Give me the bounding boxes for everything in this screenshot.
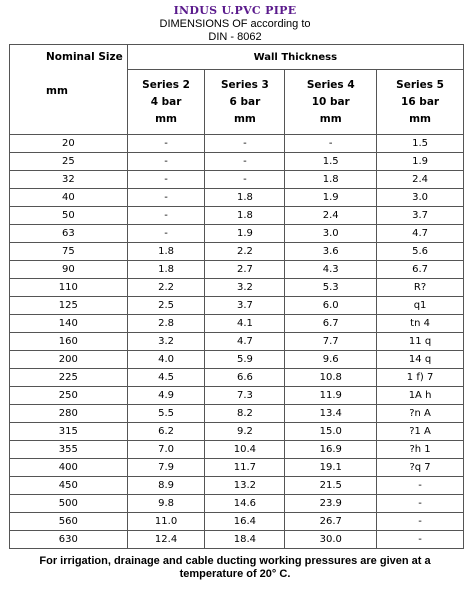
series-3-header — [205, 70, 285, 135]
cell-series-5: 3.7 — [377, 207, 464, 225]
series-pressure: 10 bar — [311, 95, 350, 108]
cell-series-5: - — [377, 495, 464, 513]
cell-series-3: 6.6 — [205, 369, 285, 387]
cell-nominal-size: 280 — [10, 405, 128, 423]
series-name: Series 2 — [142, 78, 190, 91]
cell-series-2: 11.0 — [127, 513, 205, 531]
table-row — [10, 261, 464, 279]
cell-series-4: 19.1 — [285, 459, 377, 477]
table-row — [10, 135, 464, 153]
cell-series-4: 13.4 — [285, 405, 377, 423]
table-row — [10, 279, 464, 297]
cell-series-3: 5.9 — [205, 351, 285, 369]
cell-series-3: - — [205, 171, 285, 189]
cell-series-5: 14 q — [377, 351, 464, 369]
table-row — [10, 441, 464, 459]
cell-series-3: 3.7 — [205, 297, 285, 315]
cell-series-2: 1.8 — [127, 243, 205, 261]
cell-series-2: - — [127, 135, 205, 153]
cell-series-4: 4.3 — [285, 261, 377, 279]
cell-series-5: - — [377, 477, 464, 495]
cell-series-2: - — [127, 225, 205, 243]
dimensions-table — [9, 44, 464, 549]
series-pressure: 16 bar — [401, 95, 440, 108]
cell-series-2: - — [127, 153, 205, 171]
cell-series-4: 3.6 — [285, 243, 377, 261]
cell-series-2: - — [127, 207, 205, 225]
cell-series-2: 12.4 — [127, 531, 205, 549]
table-row — [10, 189, 464, 207]
cell-series-4: 2.4 — [285, 207, 377, 225]
table-row — [10, 495, 464, 513]
cell-nominal-size: 630 — [10, 531, 128, 549]
table-row — [10, 531, 464, 549]
cell-series-4: 9.6 — [285, 351, 377, 369]
cell-series-5: 1 f) 7 — [377, 369, 464, 387]
cell-series-4: 11.9 — [285, 387, 377, 405]
cell-series-3: 3.2 — [205, 279, 285, 297]
series-unit: mm — [319, 112, 342, 125]
cell-series-5: 3.0 — [377, 189, 464, 207]
nominal-size-label: Nominal Size — [46, 51, 123, 63]
series-name: Series 3 — [221, 78, 269, 91]
series-unit: mm — [155, 112, 177, 125]
cell-nominal-size: 63 — [10, 225, 128, 243]
table-row — [10, 351, 464, 369]
wall-thickness-header: Wall Thickness — [127, 45, 463, 70]
cell-series-2: 2.5 — [127, 297, 205, 315]
cell-series-5: 1.9 — [377, 153, 464, 171]
cell-nominal-size: 125 — [10, 297, 128, 315]
cell-series-5: 1A h — [377, 387, 464, 405]
cell-series-3: 2.7 — [205, 261, 285, 279]
cell-series-3: 11.7 — [205, 459, 285, 477]
cell-series-3: 10.4 — [205, 441, 285, 459]
cell-series-3: 18.4 — [205, 531, 285, 549]
cell-series-2: 8.9 — [127, 477, 205, 495]
cell-nominal-size: 40 — [10, 189, 128, 207]
cell-series-2: 2.2 — [127, 279, 205, 297]
cell-series-2: 1.8 — [127, 261, 205, 279]
cell-nominal-size: 110 — [10, 279, 128, 297]
cell-series-5: 5.6 — [377, 243, 464, 261]
cell-nominal-size: 400 — [10, 459, 128, 477]
cell-nominal-size: 560 — [10, 513, 128, 531]
table-body — [10, 45, 464, 549]
cell-series-4: 30.0 — [285, 531, 377, 549]
series-unit: mm — [409, 112, 431, 125]
cell-series-4: 15.0 — [285, 423, 377, 441]
cell-series-3: 1.8 — [205, 189, 285, 207]
cell-series-5: ?1 A — [377, 423, 464, 441]
cell-series-4: 26.7 — [285, 513, 377, 531]
cell-series-3: 9.2 — [205, 423, 285, 441]
cell-series-2: 9.8 — [127, 495, 205, 513]
cell-series-4: 1.5 — [285, 153, 377, 171]
cell-series-2: - — [127, 171, 205, 189]
cell-series-3: - — [205, 135, 285, 153]
cell-series-3: 1.9 — [205, 225, 285, 243]
cell-nominal-size: 500 — [10, 495, 128, 513]
series-name: Series 5 — [396, 78, 444, 91]
series-4-header — [285, 70, 377, 135]
cell-series-4: 5.3 — [285, 279, 377, 297]
cell-series-4: 16.9 — [285, 441, 377, 459]
cell-series-5: 11 q — [377, 333, 464, 351]
cell-series-4: 1.9 — [285, 189, 377, 207]
cell-series-5: tn 4 — [377, 315, 464, 333]
cell-series-2: 6.2 — [127, 423, 205, 441]
table-row — [10, 333, 464, 351]
series-pressure: 4 bar — [150, 95, 182, 108]
cell-series-5: - — [377, 531, 464, 549]
cell-nominal-size: 225 — [10, 369, 128, 387]
cell-nominal-size: 160 — [10, 333, 128, 351]
cell-series-2: 7.0 — [127, 441, 205, 459]
cell-nominal-size: 90 — [10, 261, 128, 279]
series-unit: mm — [233, 112, 256, 125]
cell-series-2: 7.9 — [127, 459, 205, 477]
cell-series-5: ?q 7 — [377, 459, 464, 477]
cell-series-5: ?h 1 — [377, 441, 464, 459]
header-row-wall — [10, 45, 464, 70]
table-row — [10, 405, 464, 423]
cell-series-3: 4.7 — [205, 333, 285, 351]
table-row — [10, 297, 464, 315]
cell-series-5: - — [377, 513, 464, 531]
cell-series-4: 6.0 — [285, 297, 377, 315]
table-row — [10, 459, 464, 477]
cell-series-5: q1 — [377, 297, 464, 315]
cell-series-2: 4.0 — [127, 351, 205, 369]
subtitle-line-2: DIN - 8062 — [208, 31, 262, 43]
cell-series-2: 5.5 — [127, 405, 205, 423]
cell-nominal-size: 250 — [10, 387, 128, 405]
cell-nominal-size: 315 — [10, 423, 128, 441]
footer-note-line-2: temperature of 20° C. — [179, 568, 291, 580]
cell-series-4: 10.8 — [285, 369, 377, 387]
table-row — [10, 477, 464, 495]
cell-series-4: 21.5 — [285, 477, 377, 495]
cell-nominal-size: 450 — [10, 477, 128, 495]
table-row — [10, 513, 464, 531]
cell-series-3: - — [205, 153, 285, 171]
table-row — [10, 315, 464, 333]
table-row — [10, 207, 464, 225]
series-name: Series 4 — [306, 78, 355, 91]
cell-series-3: 1.8 — [205, 207, 285, 225]
table-row — [10, 369, 464, 387]
cell-series-5: ?n A — [377, 405, 464, 423]
footer-note — [0, 555, 470, 581]
table-row — [10, 423, 464, 441]
cell-series-3: 16.4 — [205, 513, 285, 531]
cell-nominal-size: 75 — [10, 243, 128, 261]
nominal-size-unit: mm — [46, 85, 68, 97]
cell-series-3: 7.3 — [205, 387, 285, 405]
series-pressure: 6 bar — [229, 95, 261, 108]
document-title: INDUS U.PVC PIPE — [173, 4, 297, 17]
cell-series-4: - — [285, 135, 377, 153]
footer-note-line-1: For irrigation, drainage and cable ducting working pressures are given at a — [39, 555, 431, 567]
cell-series-5: 4.7 — [377, 225, 464, 243]
cell-nominal-size: 20 — [10, 135, 128, 153]
cell-series-4: 23.9 — [285, 495, 377, 513]
table-row — [10, 243, 464, 261]
cell-series-4: 7.7 — [285, 333, 377, 351]
series-2-header — [127, 70, 205, 135]
cell-series-3: 8.2 — [205, 405, 285, 423]
cell-series-3: 4.1 — [205, 315, 285, 333]
cell-nominal-size: 140 — [10, 315, 128, 333]
cell-nominal-size: 25 — [10, 153, 128, 171]
table-row — [10, 387, 464, 405]
cell-series-3: 14.6 — [205, 495, 285, 513]
cell-nominal-size: 50 — [10, 207, 128, 225]
cell-series-5: 6.7 — [377, 261, 464, 279]
cell-series-2: 2.8 — [127, 315, 205, 333]
cell-series-3: 2.2 — [205, 243, 285, 261]
table-row — [10, 171, 464, 189]
series-5-header — [377, 70, 464, 135]
cell-nominal-size: 32 — [10, 171, 128, 189]
cell-series-5: 1.5 — [377, 135, 464, 153]
table-row — [10, 153, 464, 171]
cell-series-2: 3.2 — [127, 333, 205, 351]
subtitle-line-1: DIMENSIONS OF according to — [159, 18, 311, 30]
cell-nominal-size: 355 — [10, 441, 128, 459]
cell-series-2: 4.9 — [127, 387, 205, 405]
cell-series-4: 1.8 — [285, 171, 377, 189]
cell-series-4: 6.7 — [285, 315, 377, 333]
cell-series-2: - — [127, 189, 205, 207]
cell-series-2: 4.5 — [127, 369, 205, 387]
cell-series-5: 2.4 — [377, 171, 464, 189]
cell-nominal-size: 200 — [10, 351, 128, 369]
table-row — [10, 225, 464, 243]
nominal-size-header — [10, 45, 128, 135]
cell-series-3: 13.2 — [205, 477, 285, 495]
cell-series-5: R? — [377, 279, 464, 297]
cell-series-4: 3.0 — [285, 225, 377, 243]
